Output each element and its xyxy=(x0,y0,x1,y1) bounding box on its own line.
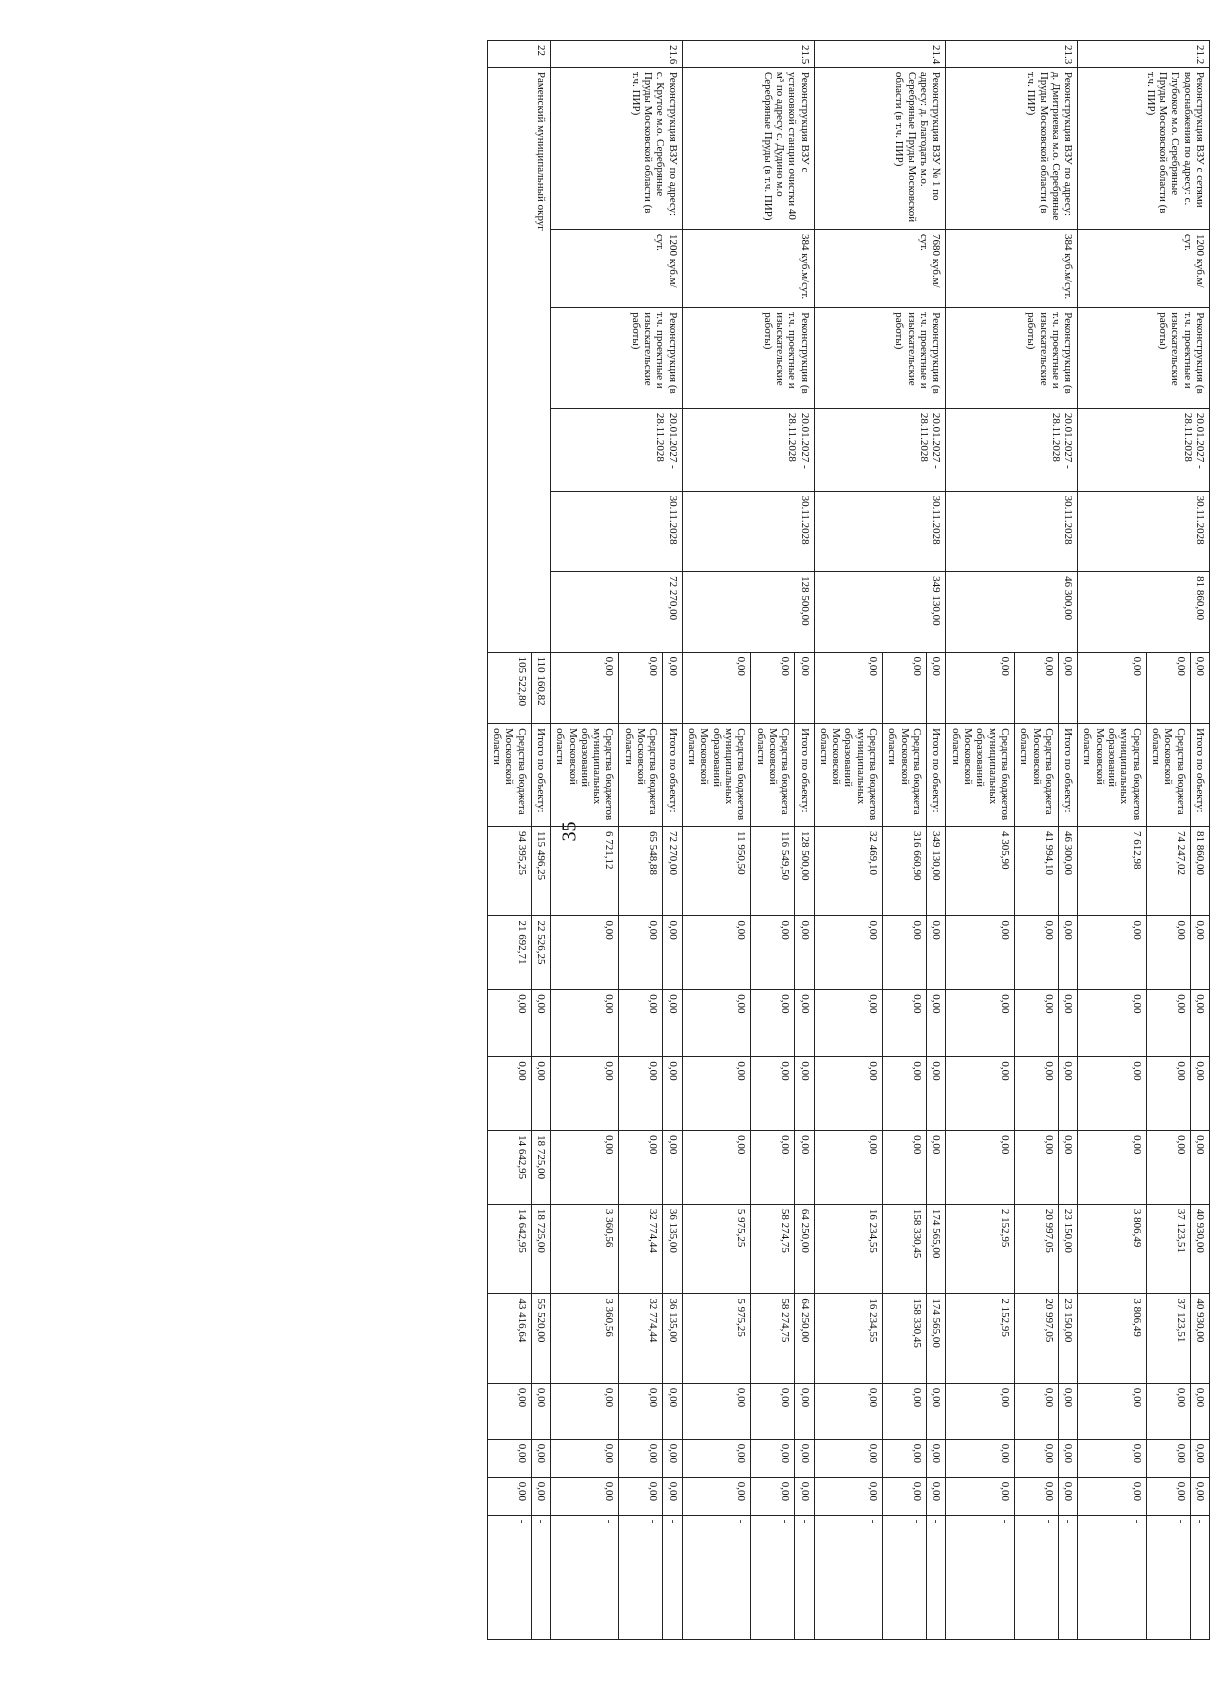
amount-cell: 0,00 xyxy=(1190,1383,1209,1439)
total-cost: 81 860,00 xyxy=(1078,572,1210,653)
funding-source: Средства бюджетов муниципальных образований Московской области xyxy=(1078,724,1147,827)
financed-value: 0,00 xyxy=(883,652,927,724)
object-number: 21.2 xyxy=(1078,41,1210,68)
amount-cell: 0,00 xyxy=(795,1439,814,1477)
amount-cell: 0,00 xyxy=(550,1477,619,1515)
amount-cell: 14 642,95 xyxy=(487,1204,531,1293)
amount-cell: 0,00 xyxy=(814,1057,883,1131)
table-row xyxy=(1058,41,1077,1640)
amount-cell: 0,00 xyxy=(1078,1439,1147,1477)
object-capacity: 384 куб.м/сут. xyxy=(682,229,814,307)
amount-cell: 0,00 xyxy=(946,990,1015,1057)
amount-cell: 16 234,55 xyxy=(814,1294,883,1383)
amount-cell: 0,00 xyxy=(531,1383,550,1439)
amount-cell: 0,00 xyxy=(1058,1057,1077,1131)
work-period: 20.01.2027 - 28.11.2028 xyxy=(550,408,682,491)
amount-cell: 158 330,45 xyxy=(883,1204,927,1293)
amount-cell: 0,00 xyxy=(883,1057,927,1131)
amount-cell: - xyxy=(1190,1515,1209,1639)
funding-source: Итого по объекту: xyxy=(927,724,946,827)
amount-cell: 0,00 xyxy=(946,1131,1015,1205)
amount-cell: 23 150,00 xyxy=(1058,1204,1077,1293)
amount-cell: 3 806,49 xyxy=(1078,1204,1147,1293)
amount-cell: 16 234,55 xyxy=(814,1204,883,1293)
amount-cell: 4 305,90 xyxy=(946,827,1015,916)
amount-cell: 0,00 xyxy=(682,1131,751,1205)
amount-cell: 64 250,00 xyxy=(795,1294,814,1383)
amount-cell: 0,00 xyxy=(1146,1477,1190,1515)
amount-cell: 2 152,95 xyxy=(946,1204,1015,1293)
amount-cell: - xyxy=(1058,1515,1077,1639)
object-name: Реконструкция ВЗУ № 1 по адресу: д. Благодать м.о. Серебряные Пруды Московской области (в т.ч. ПИР) xyxy=(814,67,946,229)
amount-cell: 0,00 xyxy=(814,1383,883,1439)
amount-cell: 18 725,00 xyxy=(531,1204,550,1293)
amount-cell: 64 250,00 xyxy=(795,1204,814,1293)
amount-cell: 58 274,75 xyxy=(751,1204,795,1293)
amount-cell: 0,00 xyxy=(487,1057,531,1131)
amount-cell: 0,00 xyxy=(814,1131,883,1205)
work-type: Реконструкция (в т.ч. проектные и изыскательские работы) xyxy=(946,308,1078,409)
total-cost: 46 300,00 xyxy=(946,572,1078,653)
funding-source: Средства бюджетов муниципальных образований Московской области xyxy=(682,724,751,827)
deadline: 30.11.2028 xyxy=(946,491,1078,572)
amount-cell: 316 660,90 xyxy=(883,827,927,916)
amount-cell: 0,00 xyxy=(814,916,883,990)
amount-cell: 0,00 xyxy=(946,1477,1015,1515)
object-name: Реконструкция ВЗУ с сетями водоснабжения по адресу: с. Глубокое м.о. Серебряные Пруды Московской области (в т.ч. ПИР) xyxy=(1078,67,1210,229)
amount-cell: 0,00 xyxy=(619,1057,663,1131)
amount-cell: 0,00 xyxy=(682,1439,751,1477)
amount-cell: - xyxy=(1078,1515,1147,1639)
amount-cell: 158 330,45 xyxy=(883,1294,927,1383)
total-cost: 128 500,00 xyxy=(682,572,814,653)
table-row xyxy=(927,41,946,1640)
amount-cell: 0,00 xyxy=(946,1383,1015,1439)
amount-cell: 0,00 xyxy=(531,1477,550,1515)
amount-cell: 0,00 xyxy=(1014,916,1058,990)
amount-cell: - xyxy=(531,1515,550,1639)
amount-cell: 0,00 xyxy=(927,916,946,990)
work-period: 20.01.2027 - 28.11.2028 xyxy=(1078,408,1210,491)
amount-cell: - xyxy=(550,1515,619,1639)
amount-cell: 0,00 xyxy=(663,1439,682,1477)
amount-cell: 37 123,51 xyxy=(1146,1294,1190,1383)
deadline: 30.11.2028 xyxy=(814,491,946,572)
amount-cell: 0,00 xyxy=(1146,1439,1190,1477)
amount-cell: - xyxy=(795,1515,814,1639)
deadline: 30.11.2028 xyxy=(1078,491,1210,572)
amount-cell: 94 395,25 xyxy=(487,827,531,916)
amount-cell: 0,00 xyxy=(883,1439,927,1477)
funding-source: Итого по объекту: xyxy=(663,724,682,827)
amount-cell: 0,00 xyxy=(751,1383,795,1439)
amount-cell: - xyxy=(1146,1515,1190,1639)
amount-cell: 22 526,25 xyxy=(531,916,550,990)
financed-value: 0,00 xyxy=(663,652,682,724)
object-name: Реконструкция ВЗУ с установкой станции очистки 40 м³ по адресу с. Дудино м.о Серебряные Пруды (в т.ч. ПИР) xyxy=(682,67,814,229)
amount-cell: 3 806,49 xyxy=(1078,1294,1147,1383)
funding-source: Итого по объекту: xyxy=(795,724,814,827)
funding-source: Средства бюджета Московской области xyxy=(1014,724,1058,827)
amount-cell: 0,00 xyxy=(663,1057,682,1131)
amount-cell: 0,00 xyxy=(550,1057,619,1131)
amount-cell: 0,00 xyxy=(550,1439,619,1477)
amount-cell: 0,00 xyxy=(1014,1057,1058,1131)
page-number: 35 xyxy=(558,821,581,842)
rotated-page xyxy=(140,40,1210,1640)
financed-value: 0,00 xyxy=(1190,652,1209,724)
amount-cell: 41 994,10 xyxy=(1014,827,1058,916)
amount-cell: 3 360,56 xyxy=(550,1294,619,1383)
amount-cell: 6 721,12 xyxy=(550,827,619,916)
amount-cell: - xyxy=(682,1515,751,1639)
amount-cell: 0,00 xyxy=(619,1477,663,1515)
funding-source: Средства бюджетов муниципальных образований Московской области xyxy=(550,724,619,827)
funding-source: Итого по объекту: xyxy=(531,724,550,827)
amount-cell: 0,00 xyxy=(795,916,814,990)
amount-cell: 0,00 xyxy=(1078,916,1147,990)
amount-cell: 7 612,98 xyxy=(1078,827,1147,916)
amount-cell: 0,00 xyxy=(663,1383,682,1439)
funding-source: Средства бюджета Московской области xyxy=(487,724,531,827)
financed-value: 0,00 xyxy=(946,652,1015,724)
financed-value: 0,00 xyxy=(1146,652,1190,724)
amount-cell: 36 135,00 xyxy=(663,1294,682,1383)
amount-cell: 72 270,00 xyxy=(663,827,682,916)
amount-cell: 0,00 xyxy=(1058,916,1077,990)
financed-value: 0,00 xyxy=(1014,652,1058,724)
deadline: 30.11.2028 xyxy=(550,491,682,572)
financed-value: 0,00 xyxy=(751,652,795,724)
amount-cell: 0,00 xyxy=(619,1131,663,1205)
amount-cell: 21 692,71 xyxy=(487,916,531,990)
budget-table xyxy=(487,40,1210,1640)
amount-cell: 5 975,25 xyxy=(682,1204,751,1293)
amount-cell: 0,00 xyxy=(1078,1057,1147,1131)
amount-cell: 18 725,00 xyxy=(531,1131,550,1205)
work-type: Реконструкция (в т.ч. проектные и изыскательские работы) xyxy=(814,308,946,409)
funding-source: Итого по объекту: xyxy=(1058,724,1077,827)
amount-cell: 20 997,05 xyxy=(1014,1294,1058,1383)
funding-source: Средства бюджета Московской области xyxy=(883,724,927,827)
amount-cell: 174 565,00 xyxy=(927,1204,946,1293)
amount-cell: 40 930,00 xyxy=(1190,1204,1209,1293)
amount-cell: 0,00 xyxy=(751,916,795,990)
amount-cell: 0,00 xyxy=(1058,1131,1077,1205)
amount-cell: 0,00 xyxy=(663,1477,682,1515)
amount-cell: - xyxy=(487,1515,531,1639)
table-row xyxy=(1190,41,1209,1640)
deadline: 30.11.2028 xyxy=(682,491,814,572)
object-capacity: 7680 куб.м/сут. xyxy=(814,229,946,307)
amount-cell: 0,00 xyxy=(682,1477,751,1515)
amount-cell: 0,00 xyxy=(531,1439,550,1477)
financed-value: 0,00 xyxy=(795,652,814,724)
amount-cell: 0,00 xyxy=(883,1383,927,1439)
amount-cell: 0,00 xyxy=(487,990,531,1057)
amount-cell: 0,00 xyxy=(1058,1383,1077,1439)
work-type: Реконструкция (в т.ч. проектные и изыскательские работы) xyxy=(1078,308,1210,409)
amount-cell: 0,00 xyxy=(531,990,550,1057)
amount-cell: 55 520,00 xyxy=(531,1294,550,1383)
amount-cell: 0,00 xyxy=(946,1439,1015,1477)
amount-cell: 58 274,75 xyxy=(751,1294,795,1383)
amount-cell: 32 469,10 xyxy=(814,827,883,916)
amount-cell: 0,00 xyxy=(663,1131,682,1205)
amount-cell: 0,00 xyxy=(883,990,927,1057)
amount-cell: 174 565,00 xyxy=(927,1294,946,1383)
amount-cell: 0,00 xyxy=(751,1057,795,1131)
amount-cell: 74 247,02 xyxy=(1146,827,1190,916)
amount-cell: 0,00 xyxy=(1190,1131,1209,1205)
work-period: 20.01.2027 - 28.11.2028 xyxy=(682,408,814,491)
amount-cell: 3 360,56 xyxy=(550,1204,619,1293)
amount-cell: 128 500,00 xyxy=(795,827,814,916)
amount-cell: 0,00 xyxy=(927,1439,946,1477)
amount-cell: - xyxy=(619,1515,663,1639)
amount-cell: 0,00 xyxy=(814,990,883,1057)
work-type: Реконструкция (в т.ч. проектные и изыскательские работы) xyxy=(550,308,682,409)
amount-cell: 0,00 xyxy=(814,1439,883,1477)
amount-cell: 0,00 xyxy=(487,1383,531,1439)
financed-value: 110 160,82 xyxy=(531,652,550,724)
amount-cell: 0,00 xyxy=(550,916,619,990)
amount-cell: 0,00 xyxy=(751,990,795,1057)
amount-cell: 0,00 xyxy=(1190,1439,1209,1477)
amount-cell: - xyxy=(663,1515,682,1639)
amount-cell: 0,00 xyxy=(927,1057,946,1131)
funding-source: Средства бюджетов муниципальных образований Московской области xyxy=(946,724,1015,827)
amount-cell: 0,00 xyxy=(795,1057,814,1131)
amount-cell: - xyxy=(927,1515,946,1639)
amount-cell: 0,00 xyxy=(487,1477,531,1515)
amount-cell: 0,00 xyxy=(1146,1131,1190,1205)
total-cost: 72 270,00 xyxy=(550,572,682,653)
amount-cell: 0,00 xyxy=(1190,1477,1209,1515)
amount-cell: - xyxy=(946,1515,1015,1639)
amount-cell: 0,00 xyxy=(751,1439,795,1477)
amount-cell: 0,00 xyxy=(1014,1131,1058,1205)
table-row xyxy=(663,41,682,1640)
amount-cell: 0,00 xyxy=(1058,1477,1077,1515)
district-name: Раменский муниципальный округ xyxy=(487,67,550,652)
amount-cell: 0,00 xyxy=(1078,1477,1147,1515)
amount-cell: 23 150,00 xyxy=(1058,1294,1077,1383)
amount-cell: 0,00 xyxy=(1190,1057,1209,1131)
amount-cell: 0,00 xyxy=(1078,990,1147,1057)
amount-cell: 0,00 xyxy=(663,916,682,990)
amount-cell: 115 496,25 xyxy=(531,827,550,916)
amount-cell: 0,00 xyxy=(795,990,814,1057)
amount-cell: 0,00 xyxy=(531,1057,550,1131)
amount-cell: 0,00 xyxy=(927,1131,946,1205)
amount-cell: 0,00 xyxy=(682,990,751,1057)
amount-cell: 349 130,00 xyxy=(927,827,946,916)
amount-cell: 0,00 xyxy=(946,916,1015,990)
amount-cell: 14 642,95 xyxy=(487,1131,531,1205)
amount-cell: 0,00 xyxy=(1190,916,1209,990)
amount-cell: 0,00 xyxy=(619,990,663,1057)
amount-cell: 43 416,64 xyxy=(487,1294,531,1383)
work-period: 20.01.2027 - 28.11.2028 xyxy=(814,408,946,491)
amount-cell: 0,00 xyxy=(619,916,663,990)
amount-cell: 0,00 xyxy=(1190,990,1209,1057)
amount-cell: 36 135,00 xyxy=(663,1204,682,1293)
amount-cell: 65 548,88 xyxy=(619,827,663,916)
work-type: Реконструкция (в т.ч. проектные и изыскательские работы) xyxy=(682,308,814,409)
funding-source: Средства бюджета Московской области xyxy=(619,724,663,827)
amount-cell: 0,00 xyxy=(663,990,682,1057)
object-capacity: 384 куб.м/сут. xyxy=(946,229,1078,307)
object-name: Реконструкция ВЗУ по адресу: д. Дмитриевка м.о. Серебряные Пруды Московской области (в т.ч. ПИР) xyxy=(946,67,1078,229)
amount-cell: 116 549,50 xyxy=(751,827,795,916)
financed-value: 0,00 xyxy=(1078,652,1147,724)
financed-value: 0,00 xyxy=(927,652,946,724)
object-name: Реконструкция ВЗУ по адресу: с. Крутое м.о. Серебряные Пруды Московской области (в т.ч. ПИР) xyxy=(550,67,682,229)
amount-cell: 32 774,44 xyxy=(619,1204,663,1293)
amount-cell: 0,00 xyxy=(550,990,619,1057)
amount-cell: 0,00 xyxy=(1014,1383,1058,1439)
funding-source: Средства бюджета Московской области xyxy=(751,724,795,827)
amount-cell: 0,00 xyxy=(795,1383,814,1439)
financed-value: 0,00 xyxy=(619,652,663,724)
amount-cell: 46 300,00 xyxy=(1058,827,1077,916)
amount-cell: 0,00 xyxy=(1078,1383,1147,1439)
amount-cell: 0,00 xyxy=(1058,1439,1077,1477)
amount-cell: 0,00 xyxy=(1146,1383,1190,1439)
amount-cell: 0,00 xyxy=(1058,990,1077,1057)
amount-cell: 0,00 xyxy=(795,1131,814,1205)
amount-cell: 11 950,50 xyxy=(682,827,751,916)
table-row xyxy=(795,41,814,1640)
amount-cell: 0,00 xyxy=(1146,916,1190,990)
amount-cell: - xyxy=(814,1515,883,1639)
amount-cell: 0,00 xyxy=(927,1477,946,1515)
financed-value: 105 522,80 xyxy=(487,652,531,724)
amount-cell: 2 152,95 xyxy=(946,1294,1015,1383)
amount-cell: 81 860,00 xyxy=(1190,827,1209,916)
object-capacity: 1200 куб.м/сут. xyxy=(1078,229,1210,307)
financed-value: 0,00 xyxy=(1058,652,1077,724)
amount-cell: 0,00 xyxy=(927,990,946,1057)
amount-cell: 0,00 xyxy=(682,916,751,990)
object-number: 21.3 xyxy=(946,41,1078,68)
financed-value: 0,00 xyxy=(550,652,619,724)
amount-cell: 0,00 xyxy=(1078,1131,1147,1205)
amount-cell: 0,00 xyxy=(682,1057,751,1131)
amount-cell: 0,00 xyxy=(751,1477,795,1515)
amount-cell: 40 930,00 xyxy=(1190,1294,1209,1383)
object-capacity: 1200 куб.м/сут. xyxy=(550,229,682,307)
amount-cell: 0,00 xyxy=(883,1131,927,1205)
table-row xyxy=(531,41,550,1640)
funding-source: Средства бюджета Московской области xyxy=(1146,724,1190,827)
amount-cell: 0,00 xyxy=(883,916,927,990)
amount-cell: 0,00 xyxy=(883,1477,927,1515)
amount-cell: 0,00 xyxy=(927,1383,946,1439)
amount-cell: - xyxy=(1014,1515,1058,1639)
amount-cell: 0,00 xyxy=(1014,1477,1058,1515)
amount-cell: 32 774,44 xyxy=(619,1294,663,1383)
object-number: 21.6 xyxy=(550,41,682,68)
table-body xyxy=(487,41,1209,1640)
amount-cell: 20 997,05 xyxy=(1014,1204,1058,1293)
amount-cell: 0,00 xyxy=(619,1383,663,1439)
amount-cell: 0,00 xyxy=(1146,1057,1190,1131)
amount-cell: 0,00 xyxy=(1014,1439,1058,1477)
district-number: 22 xyxy=(487,41,550,68)
amount-cell: 0,00 xyxy=(682,1383,751,1439)
amount-cell: - xyxy=(883,1515,927,1639)
object-number: 21.5 xyxy=(682,41,814,68)
financed-value: 0,00 xyxy=(682,652,751,724)
funding-source: Итого по объекту: xyxy=(1190,724,1209,827)
amount-cell: 5 975,25 xyxy=(682,1294,751,1383)
amount-cell: 0,00 xyxy=(487,1439,531,1477)
funding-source: Средства бюджетов муниципальных образований Московской области xyxy=(814,724,883,827)
amount-cell: - xyxy=(751,1515,795,1639)
amount-cell: 0,00 xyxy=(550,1383,619,1439)
financed-value: 0,00 xyxy=(814,652,883,724)
amount-cell: 0,00 xyxy=(751,1131,795,1205)
amount-cell: 0,00 xyxy=(795,1477,814,1515)
amount-cell: 0,00 xyxy=(619,1439,663,1477)
total-cost: 349 130,00 xyxy=(814,572,946,653)
amount-cell: 0,00 xyxy=(1014,990,1058,1057)
amount-cell: 0,00 xyxy=(1146,990,1190,1057)
amount-cell: 0,00 xyxy=(946,1057,1015,1131)
amount-cell: 0,00 xyxy=(550,1131,619,1205)
amount-cell: 0,00 xyxy=(814,1477,883,1515)
object-number: 21.4 xyxy=(814,41,946,68)
amount-cell: 37 123,51 xyxy=(1146,1204,1190,1293)
work-period: 20.01.2027 - 28.11.2028 xyxy=(946,408,1078,491)
